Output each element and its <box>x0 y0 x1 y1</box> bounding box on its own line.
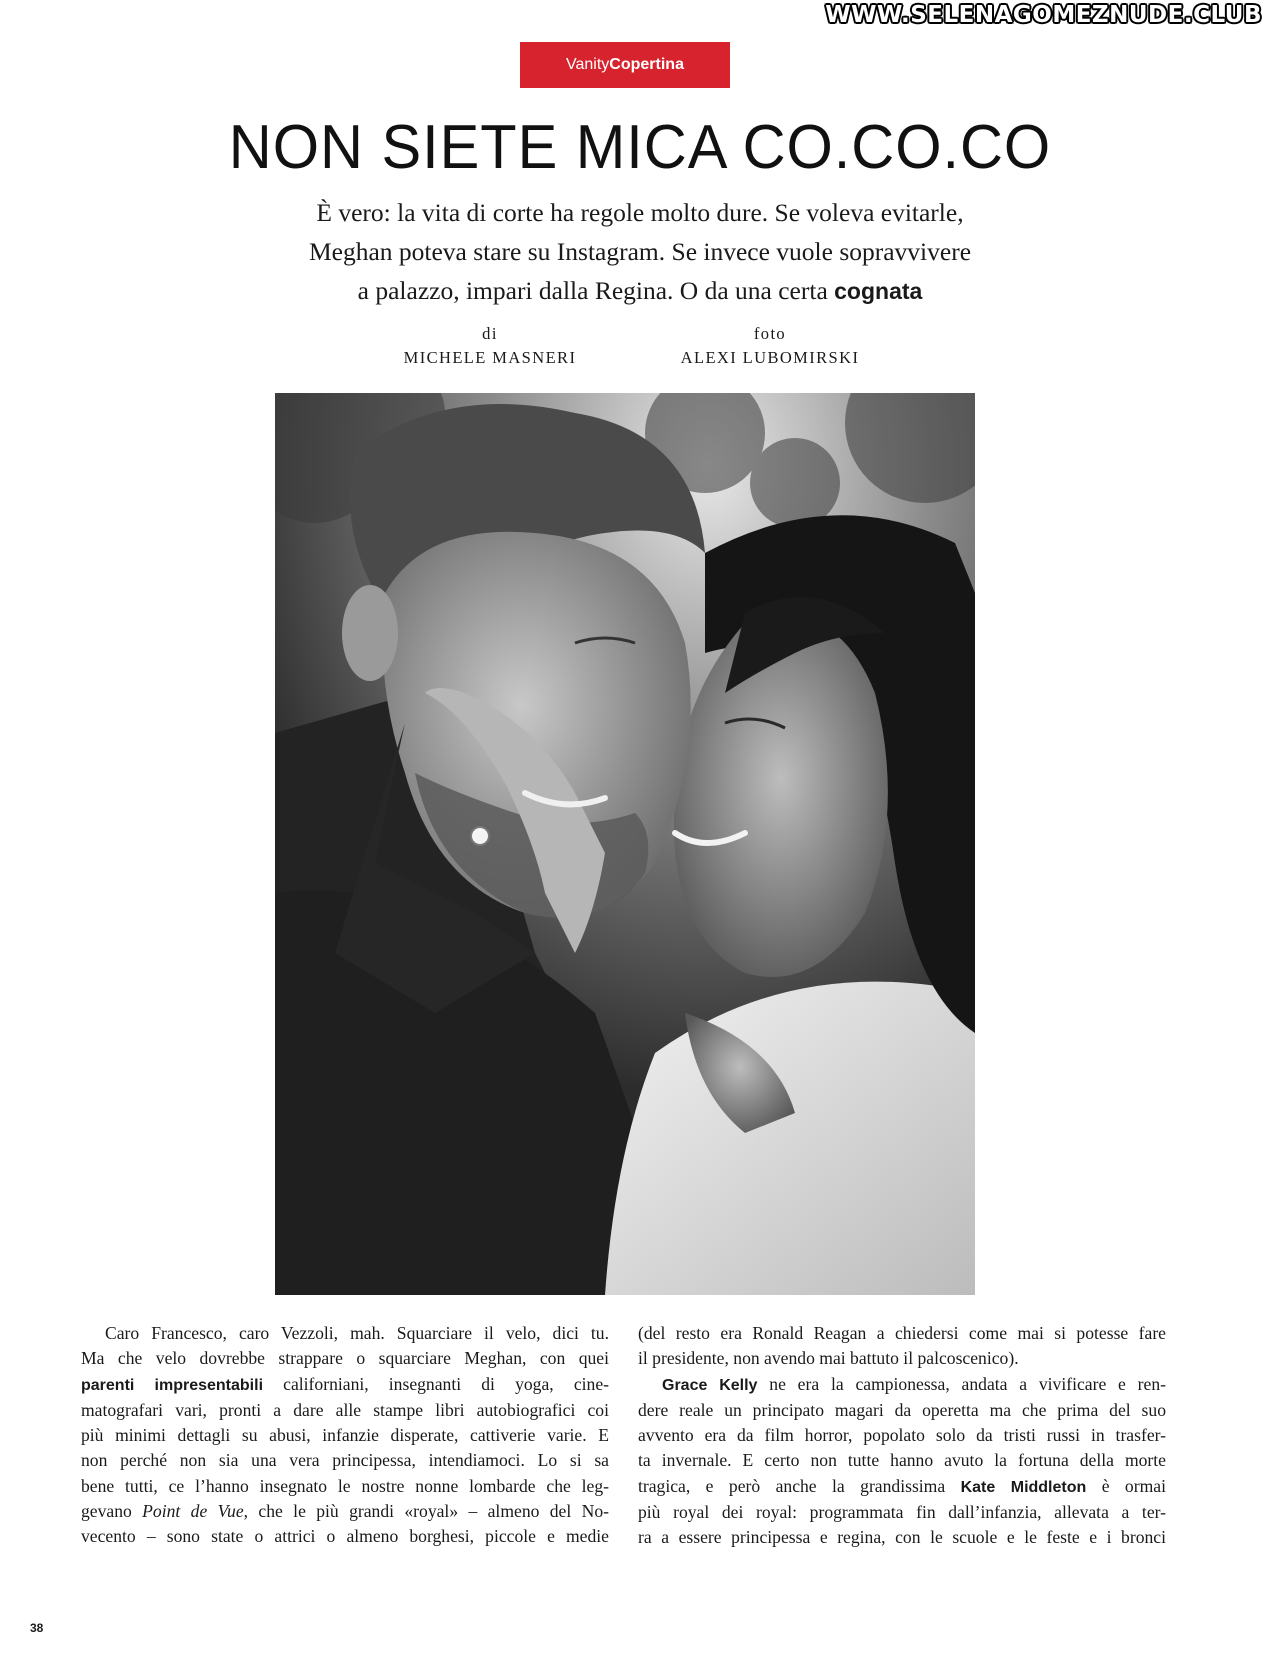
body-left-line-5: più minimi dettagli su abusi, infanzie disperate, cattiverie varie. E <box>81 1425 609 1446</box>
body-right-line-9: ra a essere principessa e regina, con le scuole e le feste e i bronci <box>638 1527 1166 1548</box>
keyword-parenti-impresentabili: parenti impresentabili <box>81 1376 264 1394</box>
article-deck <box>0 193 1280 311</box>
deck-line-2: Meghan poteva stare su Instagram. Se invece vuole sopravvivere <box>308 237 972 266</box>
body-right-line-7-start: tragica, e però anche la grandissima <box>638 1475 961 1496</box>
author-credit <box>380 322 600 370</box>
body-left-line-9: vecento – sono state o attrici o almeno borghesi, piccole e medie <box>81 1526 609 1547</box>
section-name: Copertina <box>609 56 684 73</box>
body-right-line-4: dere reale un principato magari da operetta ma che prima del suo <box>638 1399 1166 1420</box>
body-left-line-8-start: gevano <box>81 1501 143 1522</box>
section-prefix: Vanity <box>566 56 610 73</box>
body-right-line-7 <box>638 1474 1166 1500</box>
body-left-line-8-rest: , che le più grandi «royal» – almeno del No- <box>243 1501 609 1522</box>
photo-credit <box>660 322 880 370</box>
body-right-line-3-rest: ne era la campionessa, andata a vivificare e ren- <box>757 1373 1166 1394</box>
author-label: di <box>482 324 498 343</box>
body-right-line-5: avvento era da film horror, popolato solo da tristi russi in trasfer- <box>638 1425 1166 1446</box>
body-left-line-2: Ma che velo dovrebbe strappare o squarciare Meghan, con quei <box>81 1348 609 1369</box>
deck-line-1: È vero: la vita di corte ha regole molto dure. Se voleva evitarle, <box>316 198 964 227</box>
deck-highlight: cognata <box>834 278 923 304</box>
deck-line-3: a palazzo, impari dalla Regina. O da una certa <box>357 276 828 305</box>
body-left-line-4: matografari vari, pronti a dare alle stampe libri autobiografici coi <box>81 1399 609 1420</box>
body-left-line-3-rest: californiani, insegnanti di yoga, cine- <box>263 1373 609 1394</box>
body-right-line-8: più royal dei royal: programmata fin dall’infanzia, allevata a ter- <box>638 1502 1166 1523</box>
body-left-line-8 <box>81 1499 609 1524</box>
author-name: MICHELE MASNERI <box>403 348 577 367</box>
page-number: 38 <box>30 1621 44 1635</box>
body-right-line-3 <box>638 1372 1166 1398</box>
body-column-right <box>638 1321 1166 1551</box>
body-right-line-2: il presidente, non avendo mai battuto il palcoscenico). <box>638 1348 1019 1369</box>
article-title: NON SIETE MICA CO.CO.CO <box>228 113 1052 182</box>
body-left-line-3 <box>81 1372 609 1398</box>
body-right-line-6: ta invernale. E certo non tutte hanno avuto la fortuna della morte <box>638 1450 1166 1471</box>
section-badge <box>520 42 730 88</box>
couple-photo-illustration <box>275 393 975 1295</box>
magazine-title-point-de-vue: Point de Vue <box>142 1501 244 1522</box>
body-column-left <box>81 1321 609 1550</box>
body-left-line-7: bene tutti, ce l’hanno insegnato le nostre nonne lombarde che leg- <box>81 1475 609 1496</box>
keyword-kate-middleton: Kate Middleton <box>960 1478 1087 1496</box>
watermark: WWW.SELENAGOMEZNUDE.CLUB <box>825 2 1262 28</box>
body-left-line-1: Caro Francesco, caro Vezzoli, mah. Squarciare il velo, dici tu. <box>105 1323 609 1343</box>
keyword-grace-kelly: Grace Kelly <box>662 1376 758 1394</box>
body-right-line-7-rest: è ormai <box>1086 1475 1166 1496</box>
body-right-line-1: (del resto era Ronald Reagan a chiedersi come mai si potesse fare <box>638 1323 1166 1343</box>
cover-photo <box>275 393 975 1295</box>
body-left-line-6: non perché non sia una vera principessa, intendiamoci. Lo si sa <box>81 1450 609 1471</box>
photo-label: foto <box>753 324 787 343</box>
photographer-name: ALEXI LUBOMIRSKI <box>680 348 860 367</box>
